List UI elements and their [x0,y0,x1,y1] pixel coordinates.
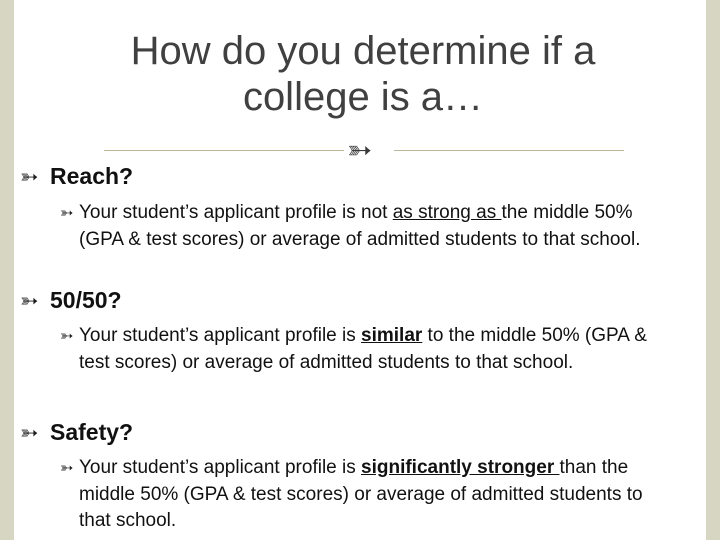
title-divider-left [104,150,344,151]
heading-label: 50/50? [50,287,122,313]
title-line-1: How do you determine if a [130,29,596,73]
feather-arrow-icon: ➳ [347,134,373,167]
body-text-before: Your student’s applicant profile is [79,325,362,346]
feather-arrow-icon: ➳ [60,460,74,477]
heading-label: Safety? [50,419,134,445]
body-text-before: Your student’s applicant profile is [79,457,362,478]
body-text-before: Your student’s applicant profile is not [79,202,393,223]
section-body-reach [60,200,676,253]
title-line-2: college is a… [242,75,484,119]
section-heading-50-50 [20,286,684,315]
feather-arrow-icon: ➳ [20,420,39,445]
section-body-safety [60,455,676,534]
section-heading-reach [20,162,684,191]
section-heading-safety [20,418,684,447]
body-text-after: than the middle 50% (GPA & test scores) or average of admitted students to that school. [79,457,643,531]
slide-title [40,28,686,120]
heading-label: Reach? [50,163,134,189]
feather-arrow-icon: ➳ [20,288,39,313]
feather-arrow-icon: ➳ [20,164,39,189]
body-text-after: to the middle 50% (GPA & test scores) or average of admitted students to that school. [79,325,647,373]
body-text-after: the middle 50% (GPA & test scores) or average of admitted students to that school. [79,202,641,250]
feather-arrow-icon: ➳ [60,328,74,345]
section-body-50-50 [60,323,676,376]
body-emphasis: similar [361,325,423,346]
feather-arrow-icon: ➳ [60,205,74,222]
body-emphasis: significantly stronger [361,457,560,478]
title-divider-right [394,150,624,151]
body-emphasis: as strong as [392,202,502,223]
